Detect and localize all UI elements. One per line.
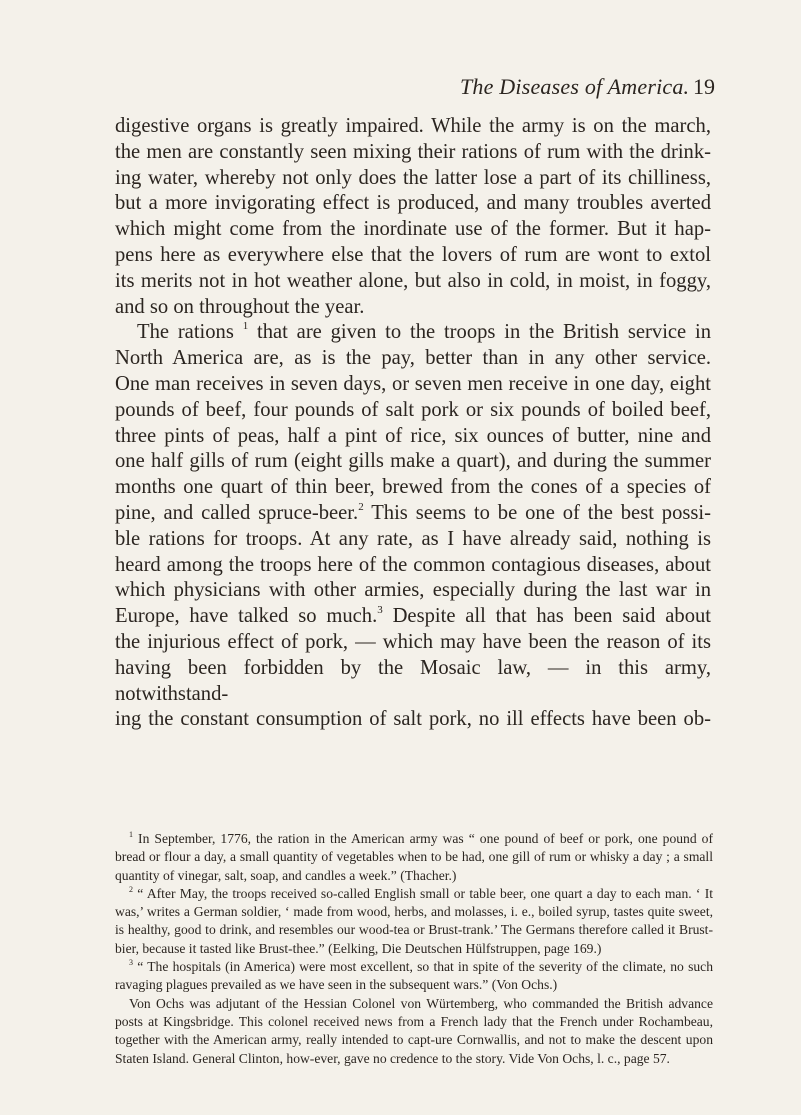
text-line: which might come from the inordinate use of the former. But it hap-: [115, 218, 711, 241]
text-line: which physicians with other armies, especially during the last war in: [115, 579, 711, 602]
text-line: and so on throughout the year.: [115, 295, 365, 318]
footnote-text: “ After May, the troops received so-called English small or table beer, one quart a day to each man. ‘ It was,’ writes a German soldier, ‘ made from wood, herbs, and molasses, i. e., boiled syrup, tastes quite sweet, is healthy, good to drink, and resembles our wood-tea or Brust-trank.’ The Germans therefore called it Brust-bier, because it tasted like Brust-thee.” (Eelking, Die Deutschen Hülfstruppen, page 169.): [115, 885, 713, 956]
text-segment: Despite all that has been said about: [392, 605, 712, 628]
text-line: ing the constant consumption of salt pork, no ill effects have been ob-: [115, 708, 711, 731]
text-line: One man receives in seven days, or seven men receive in one day, eight: [115, 372, 711, 395]
footnote-2: [115, 885, 713, 958]
text-line: the injurious effect of pork, — which may have been the reason of its: [115, 630, 711, 653]
text-segment: Europe, have talked so much.: [115, 605, 378, 628]
text-line: its merits not in hot weather alone, but also in cold, in moist, in foggy,: [115, 269, 711, 292]
running-title: The Diseases of America.: [460, 74, 690, 99]
text-segment: pine, and called spruce-beer.: [115, 501, 359, 524]
footnote-3: [115, 958, 713, 995]
footnote-text: “ The hospitals (in America) were most excellent, so that in spite of the severity of the climate, no such ravaging plagues prevailed as we have seen in the subsequent wars.” (Von Ochs.): [115, 959, 713, 993]
text-line: heard among the troops here of the common contagious diseases, about: [115, 553, 711, 576]
text-segment: that are given to the troops in the British service in: [257, 321, 712, 344]
footnote-mark: 1: [129, 830, 133, 839]
text-line: one half gills of rum (eight gills make a quart), and during the summer: [115, 450, 711, 473]
footnote-text: In September, 1776, the ration in the American army was “ one pound of beef or pork, one pound of bread or flour a day, a small quantity of vegetables when to be had, one gill of rum or whisky a day ; a small quantity of vinegar, salt, soap, and candles a week.” (Thacher.): [115, 831, 713, 883]
text-line: [115, 501, 711, 527]
text-segment: The rations: [137, 321, 234, 344]
footnote-1: [115, 830, 713, 885]
text-line: the men are constantly seen mixing their rations of rum with the drink-: [115, 140, 711, 163]
footnotes: [115, 830, 713, 1068]
text-line: North America are, as is the pay, better than in any other service.: [115, 347, 711, 370]
footnote-ref: 2: [358, 500, 364, 513]
footnote-ref: 1: [242, 320, 249, 333]
text-line: [115, 320, 711, 346]
text-line: pens here as everywhere else that the lovers of rum are wont to extol: [115, 243, 711, 266]
main-text: [115, 114, 711, 733]
footnote-3-continued: Von Ochs was adjutant of the Hessian Colonel von Würtemberg, who commanded the British advance posts at Kingsbridge. This colonel received news from a French lady that the French under Rochambeau, together with the American army, really intended to capt-ure Cornwallis, and not to make the descent upon Staten Island. General Clinton, how-ever, gave no credence to the story. Vide Von Ochs, l. c., page 57.: [115, 995, 713, 1066]
text-line: digestive organs is greatly impaired. While the army is on the march,: [115, 115, 711, 137]
text-line: months one quart of thin beer, brewed from the cones of a species of: [115, 476, 711, 499]
footnote-mark: 3: [129, 958, 133, 968]
text-line: ing water, whereby not only does the latter lose a part of its chilliness,: [115, 166, 711, 189]
text-line: [115, 604, 711, 630]
text-line: pounds of beef, four pounds of salt pork or six pounds of boiled beef,: [115, 398, 711, 421]
page-number: 19: [693, 74, 715, 99]
running-head: [0, 74, 801, 104]
text-segment: This seems to be one of the best possi-: [371, 501, 712, 524]
footnote-mark: 2: [129, 884, 133, 894]
footnote-ref: 3: [377, 604, 383, 617]
text-line: having been forbidden by the Mosaic law, — in this army, notwithstand-: [115, 656, 711, 705]
text-line: but a more invigorating effect is produced, and many troubles averted: [115, 192, 711, 215]
text-line: three pints of peas, half a pint of rice, six ounces of butter, nine and: [115, 424, 711, 447]
text-line: ble rations for troops. At any rate, as I have already said, nothing is: [115, 527, 711, 550]
